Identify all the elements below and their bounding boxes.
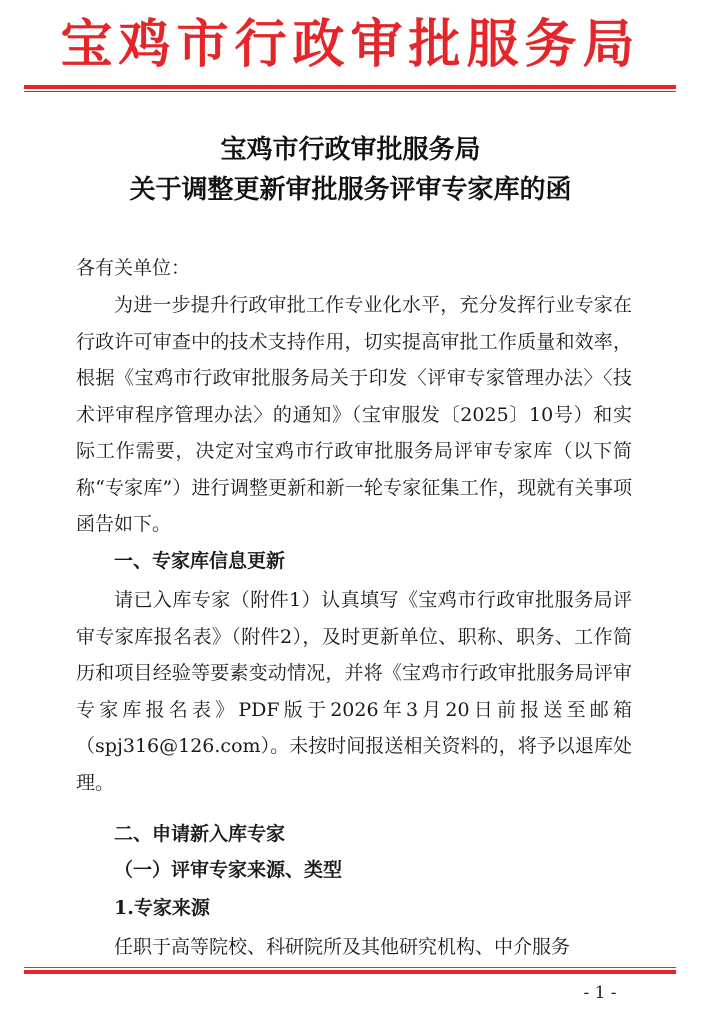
section1-heading: 一、专家库信息更新 — [114, 550, 286, 572]
document-title-line2: 关于调整更新审批服务评审专家库的函 — [129, 175, 572, 205]
salutation: 各有关单位： — [76, 257, 191, 279]
section2-heading: 二、申请新入库专家 — [114, 823, 286, 845]
item1-heading: 1.专家来源 — [114, 897, 210, 919]
masthead-title: 宝鸡市行政审批服务局 — [60, 14, 641, 75]
masthead-rule-thick — [24, 85, 676, 89]
item1-paragraph: 任职于高等院校、科研院所及其他研究机构、中介服务 — [114, 936, 571, 958]
intro-paragraph: 为进一步提升行政审批工作专业化水平，充分发挥行业专家在行政许可审查中的技术支持作用，切实提高审批工作质量和效率，根据《宝鸡市行政审批服务局关于印发〈评审专家管理办法〉〈技术评审程序管理办法〉的通知》（宝审服发〔2025〕10号）和实际工作需要，决定对宝鸡市行政审批服务局评审专家库（以下简称“专家库”）进行调整更新和新一轮专家征集工作，现就有关事项函告如下。 — [76, 294, 632, 535]
footer-rule-thick — [24, 970, 676, 974]
footer-rule-thin — [24, 967, 676, 968]
section1-paragraph: 请已入库专家（附件1）认真填写《宝鸡市行政审批服务局评审专家库报名表》（附件2），及时更新单位、职称、职务、工作简历和项目经验等要素变动情况，并将《宝鸡市行政审批服务局评审专家库报名表》PDF版于2026年3月20日前报送至邮箱（spj316@126.com）。未按时间报送相关资料的，将予以退库处理。 — [76, 589, 632, 794]
masthead-rule-thin — [24, 91, 676, 92]
page-number: - 1 - — [583, 983, 617, 1003]
section2-subheading: （一）评审专家来源、类型 — [114, 859, 343, 881]
document-title-line1: 宝鸡市行政审批服务局 — [220, 135, 481, 165]
